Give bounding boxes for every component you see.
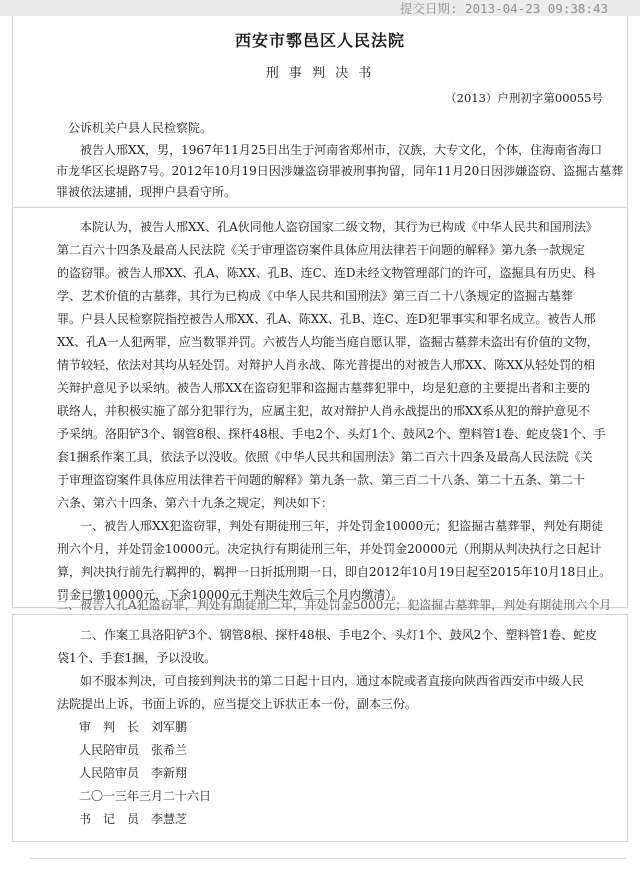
text-line: 被告人邢XX，男，1967年11月25日出生于河南省郑州市，汉族，大专文化，个体，住海南省海口 xyxy=(80,143,603,157)
text-line: 于审理盗窃案件具体应用法律若干问题的解释》第九条一款、第三百二十八条、第二十五条、第二十 xyxy=(57,473,586,487)
text-line: 二、作案工具洛阳铲3个、钢管8根、探杆48根、手电2个、头灯1个、鼓风2个、塑料管1卷、蛇皮 xyxy=(80,628,598,642)
signature-juror-2: 人民陪审员 李新翔 xyxy=(79,766,188,780)
clipped-text: 二、被告人孔A犯盗窃罪，判处有期徒刑二年，并处罚金5000元；犯盗掘古墓葬罪，判处有期徒刑六个月 xyxy=(56,598,612,612)
text-line: 情节较轻，依法对其均从轻处罚。对辩护人肖永战、陈光普提出的对被告人邢XX、陈XX从轻处罚的相 xyxy=(57,358,596,372)
text-line: 联络人，并积极实施了部分犯罪行为，应属主犯，故对辩护人肖永战提出的邢XX系从犯的辩护意见不 xyxy=(57,404,591,418)
top-bar xyxy=(0,0,640,16)
signature-juror-1: 人民陪审员 张希兰 xyxy=(79,743,188,757)
text-line: 算，判决执行前先行羁押的，羁押一日折抵刑期一日，即自2012年10月19日起至2015年10月18日止。 xyxy=(57,565,612,579)
text-line: 公诉机关户县人民检察院。 xyxy=(68,121,213,135)
text-line: XX、孔A一人犯两罪，应当数罪并罚。六被告人均能当庭自愿认罪，盗掘古墓葬未盗出有价值的文物， xyxy=(57,335,599,349)
text-line: 法院提出上诉，书面上诉的，应当提交上诉状正本一份，副本三份。 xyxy=(57,697,418,711)
document-title: 刑 事 判 决 书 xyxy=(265,66,375,81)
signature-clerk: 书 记 员 李慧芝 xyxy=(79,812,188,826)
text-line: 刑六个月，并处罚金10000元。决定执行有期徒刑三年，并处罚金20000元（刑期从判决执行之日起计 xyxy=(57,542,602,556)
text-line: 第二百六十四条及最高人民法院《关于审理盗窃案件具体应用法律若干问题的解释》第九条一款规定 xyxy=(57,243,586,257)
court-name: 西安市鄠邑区人民法院 xyxy=(234,31,405,50)
text-line: 罪被依法逮捕，现押户县看守所。 xyxy=(56,185,237,199)
text-line: 学、艺术价值的古墓葬，其行为已构成《中华人民共和国刑法》第三百二十八条规定的盗掘古墓葬 xyxy=(57,289,574,303)
text-line: 六条、第六十四条、第六十九条之规定，判决如下： xyxy=(57,496,334,510)
bottom-divider xyxy=(30,858,626,873)
text-line: 袋1个、手套1捆，予以没收。 xyxy=(57,651,217,665)
judgment-date: 二〇一三年三月二十六日 xyxy=(79,789,212,803)
text-line: 套1捆系作案工具，依法予以没收。依照《中华人民共和国刑法》第二百六十四条及最高人民法院《关 xyxy=(57,450,593,464)
text-line: 罪。户县人民检察院指控被告人邢XX、孔A、陈XX、孔B、连C、连D犯罪事实和罪名成立。被告人邢 xyxy=(57,312,596,326)
signature-presiding-judge: 审 判 长 刘军鹏 xyxy=(79,720,188,734)
text-line: 一、被告人邢XX犯盗窃罪，判处有期徒刑三年，并处罚金10000元；犯盗掘古墓葬罪，判处有期徒 xyxy=(80,519,604,533)
text-line: 如不服本判决，可自接到判决书的第二日起十日内，通过本院或者直接向陕西省西安市中级人民 xyxy=(80,674,585,688)
text-line: 关辩护意见予以采纳。被告人邢XX在盗窃犯罪和盗掘古墓葬犯罪中，均是犯意的主要提出者和主要的 xyxy=(57,381,591,395)
submit-date: 提交日期: 2013-04-23 09:38:43 xyxy=(399,1,608,16)
text-line: 予采纳。洛阳铲3个、钢管8根、探杆48根、手电2个、头灯1个、鼓风2个、塑料管1卷、蛇皮袋1个、手 xyxy=(57,427,606,441)
text-line: 市龙华区长堤路7号。2012年10月19日因涉嫌盗窃罪被刑事拘留，同年11月20日因涉嫌盗窃、盗掘古墓葬 xyxy=(56,164,624,178)
text-line: 罚金已缴10000元，下余10000元于判决生效后三个月内缴清）。 xyxy=(57,588,404,602)
clipped-text-line xyxy=(56,598,612,612)
text-line: 的盗窃罪。被告人邢XX、孔A、陈XX、孔B、连C、连D未经文物管理部门的许可，盗掘具有历史、科 xyxy=(57,266,596,280)
text-line: 本院认为，被告人邢XX、孔A伙同他人盗窃国家二级文物，其行为已构成《中华人民共和国刑法》 xyxy=(80,220,598,234)
case-number: （2013）户刑初字第00055号 xyxy=(445,91,603,105)
